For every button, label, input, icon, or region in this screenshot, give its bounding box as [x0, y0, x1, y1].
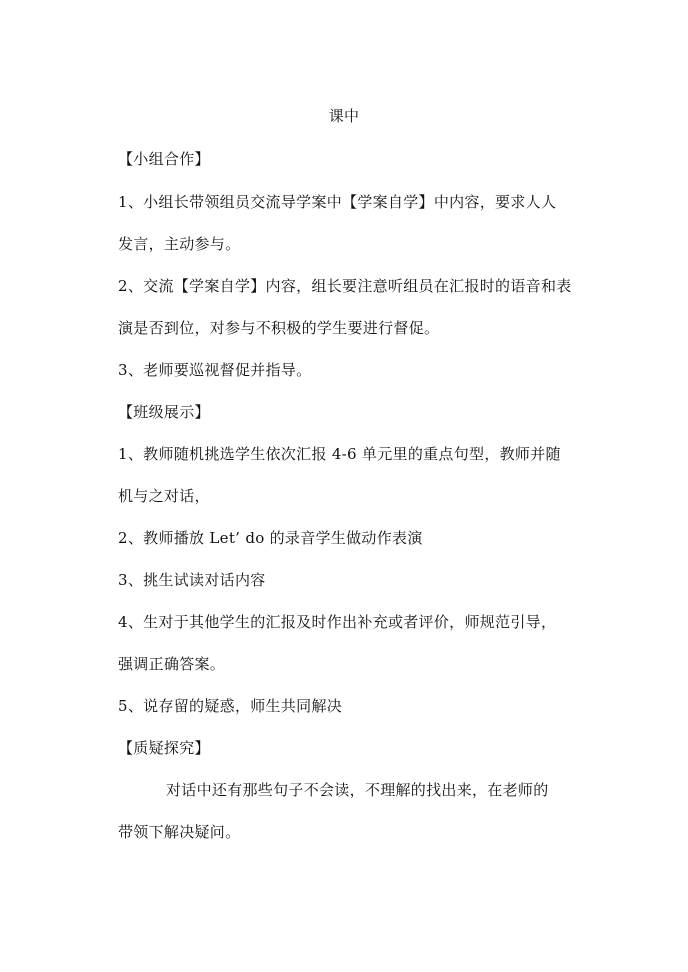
- page-title: 课中: [328, 107, 360, 125]
- paragraph-line: 机与之对话，: [118, 487, 210, 505]
- paragraph-line: 1、教师随机挑选学生依次汇报 4-6 单元里的重点句型，教师并随: [118, 445, 561, 463]
- paragraph-line: 2、教师播放 Let’ do 的录音学生做动作表演: [118, 529, 423, 547]
- section-heading-group-work: 【小组合作】: [118, 150, 210, 168]
- section-heading-class-show: 【班级展示】: [118, 403, 210, 421]
- section-heading-inquiry: 【质疑探究】: [118, 739, 210, 757]
- paragraph-line: 带领下解决疑问。: [118, 823, 241, 841]
- paragraph-line: 4、生对于其他学生的汇报及时作出补充或者评价，师规范引导，: [118, 613, 557, 631]
- paragraph-line: 3、老师要巡视督促并指导。: [118, 361, 312, 379]
- paragraph-line: 强调正确答案。: [118, 655, 226, 673]
- paragraph-line: 演是否到位，对参与不积极的学生要进行督促。: [118, 319, 440, 337]
- paragraph-line: 5、说存留的疑惑，师生共同解决: [118, 697, 343, 715]
- paragraph-line: 2、交流【学案自学】内容，组长要注意听组员在汇报时的语音和表: [118, 277, 572, 295]
- paragraph-line: 发言，主动参与。: [118, 235, 241, 253]
- paragraph-line: 3、挑生试读对话内容: [118, 571, 266, 589]
- paragraph-line: 1、小组长带领组员交流导学案中【学案自学】中内容，要求人人: [118, 193, 557, 211]
- paragraph-line: 对话中还有那些句子不会读，不理解的找出来，在老师的: [166, 781, 549, 799]
